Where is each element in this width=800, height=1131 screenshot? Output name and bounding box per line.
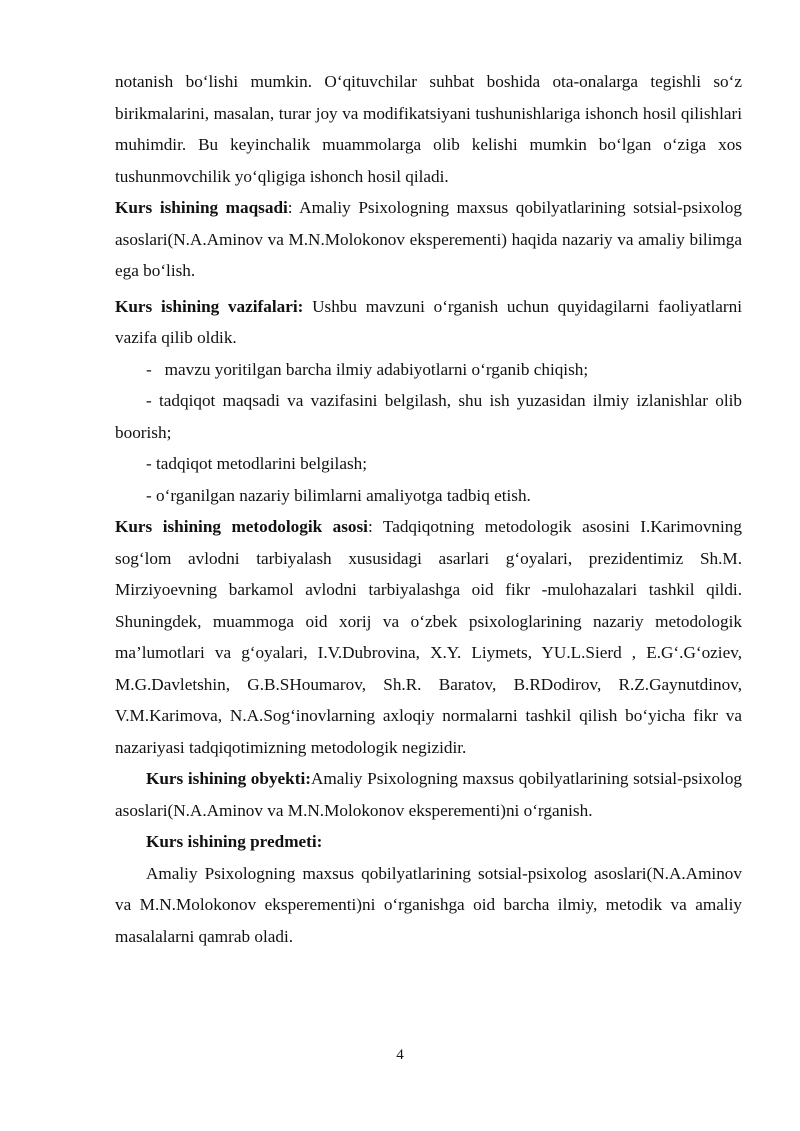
task-item: - tadqiqot metodlarini belgilash; <box>146 454 368 473</box>
tasks-text: Ushbu mavzuni o‘rganish uchun quyidagilarni faoliyatlarni vazifa qilib oldik. <box>115 296 742 347</box>
intro-paragraph: notanish bo‘lishi mumkin. O‘qituvchilar suhbat boshida ota-onalarga tegishli so‘z birikmalarini, masalan, turar joy va modifikatsiyani tushunishlariga ishonch hosil qilishlari muhimdir. Bu keyinchalik muammolarga olib kelishi mumkin bo‘lgan o‘ziga xos tushunmovchilik yo‘qligiga ishonch hosil qiladi. <box>115 72 742 186</box>
goal-text: : Amaliy Psixologning maxsus qobilyatlarining sotsial-psixolog asoslari(N.A.Aminov va M.N.Molokonov eksperementi) haqida nazariy va amaliy bilimga ega bo‘lish. <box>115 198 742 280</box>
tasks-paragraph <box>115 291 742 354</box>
goal-paragraph <box>115 192 742 287</box>
methodology-label: Kurs ishining metodologik asosi <box>115 517 368 536</box>
object-label: Kurs ishining obyekti: <box>146 769 311 788</box>
methodology-text: : Tadqiqotning metodologik asosini I.Karimovning sog‘lom avlodni tarbiyalash xususidagi asarlari g‘oyalari, prezidentimiz Sh.M. Mirziyoevning barkamol avlodni tarbiyalashga oid fikr -mulohazalari tashkil qildi. Shuningdek, muammoga oid xorij va o‘zbek psixologlarining nazariy metodologik ma’lumotlari va g‘oyalari, I.V.Dubrovina, X.Y. Liymets, YU.L.Sierd , E.G‘.G‘oziev, M.G.Davletshin, G.B.SHoumarov, Sh.R. Baratov, B.RDodirov, R.Z.Gaynutdinov, V.M.Karimova, N.A.Sog‘inovlarning axloqiy normalarni tashkil qilish bo‘yicha fikr va nazariyasi tadqiqotimizning metodologik negizidir. <box>115 517 742 757</box>
object-paragraph <box>115 763 742 826</box>
goal-label: Kurs ishining maqsadi <box>115 198 288 217</box>
page-number: 4 <box>396 1047 404 1063</box>
task-item: - tadqiqot maqsadi va vazifasini belgilash, shu ish yuzasidan ilmiy izlanishlar olib boorish; <box>115 391 742 442</box>
task-item: - o‘rganilgan nazariy bilimlarni amaliyotga tadbiq etish. <box>146 485 531 505</box>
methodology-paragraph <box>115 511 742 763</box>
subject-text: Amaliy Psixologning maxsus qobilyatlarining sotsial-psixolog asoslari(N.A.Aminov va M.N.Molokonov eksperementi)ni o‘rganishga oid barcha ilmiy, metodik va amaliy masalalarni qamrab oladi. <box>115 863 742 946</box>
tasks-label: Kurs ishining vazifalari: <box>115 296 304 316</box>
task-item: - mavzu yoritilgan barcha ilmiy adabiyotlarni o‘rganib chiqish; <box>146 359 589 379</box>
object-text: Amaliy Psixologning maxsus qobilyatlarining sotsial-psixolog asoslari(N.A.Aminov va M.N.Molokonov eksperementi)ni o‘rganish. <box>115 769 743 820</box>
subject-heading: Kurs ishining predmeti: <box>146 832 323 851</box>
